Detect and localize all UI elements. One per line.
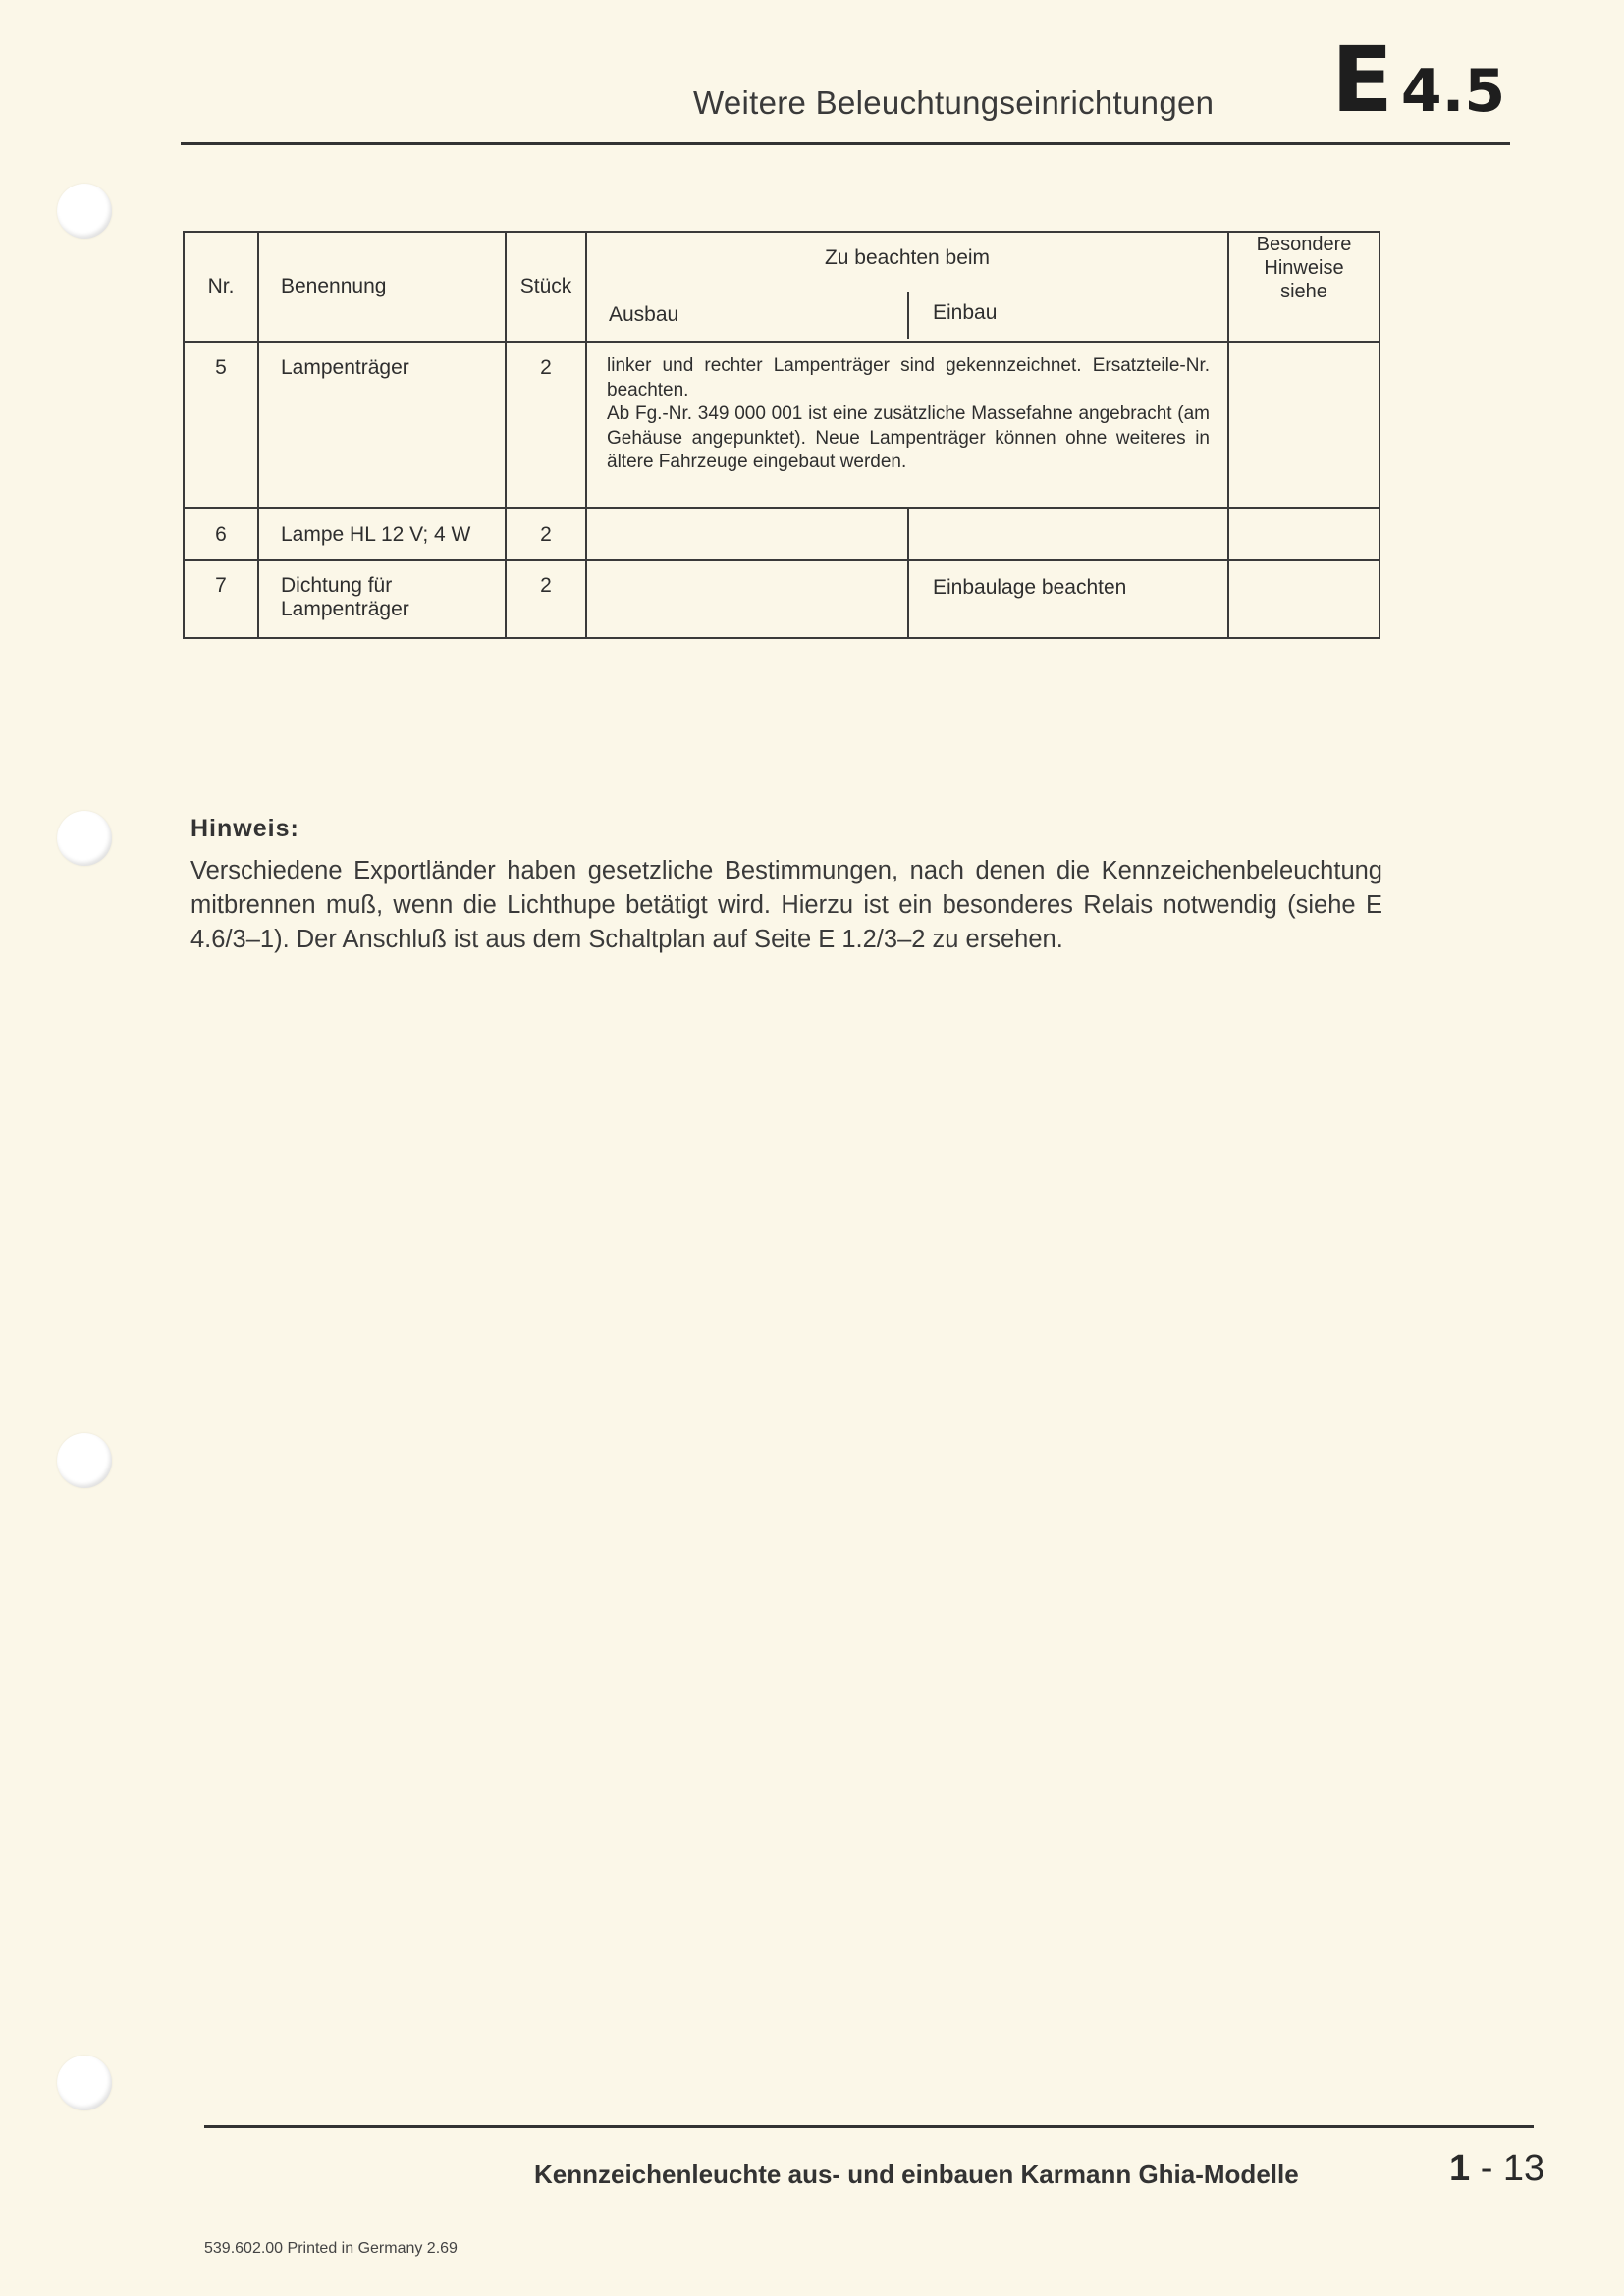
page-number: [1449, 2148, 1544, 2190]
header-rule: [181, 142, 1510, 145]
row-benennung: Lampenträger: [258, 342, 506, 508]
footer-title: Kennzeichenleuchte aus- und einbauen Karmann Ghia-Modelle: [534, 2160, 1299, 2189]
row-benennung: Dichtung für Lampenträger: [258, 560, 506, 638]
punch-hole: [57, 2056, 112, 2110]
header-einbau: Einbau: [933, 301, 998, 324]
section-code: [1331, 27, 1505, 133]
table-row: [184, 508, 1380, 560]
section-title: Weitere Beleuchtungseinrichtungen: [693, 84, 1215, 121]
header-stueck: Stück: [506, 232, 586, 342]
parts-table: [183, 231, 1380, 639]
page-number-separator: -: [1470, 2148, 1503, 2189]
row-stueck: 2: [506, 342, 586, 508]
row-hinweise: [1228, 508, 1380, 560]
row-einbau: Einbaulage beachten: [908, 560, 1228, 638]
row-stueck: 2: [506, 508, 586, 560]
row-hinweise: [1228, 560, 1380, 638]
note-heading: Hinweis:: [190, 815, 299, 842]
table-row: [184, 342, 1380, 508]
footer-rule: [204, 2125, 1534, 2128]
header-zu-beachten-label: Zu beachten beim: [824, 246, 991, 269]
header-zu-beachten: [586, 232, 1228, 342]
section-code-number: 4.5: [1400, 57, 1506, 126]
row-nr: 7: [184, 560, 258, 638]
row-hinweise: [1228, 342, 1380, 508]
header-split-line: [907, 292, 909, 339]
page-number-sub: 13: [1502, 2148, 1545, 2189]
row-note: linker und rechter Lampenträger sind gekennzeichnet. Ersatzteile-Nr. beachten. Ab Fg.-Nr. 349 000 001 ist eine zusätzliche Massefahne angebracht (am Gehäuse angepunktet). Neue Lampenträger können ohne weiteres in ältere Fahrzeuge eingebaut werden.: [586, 342, 1228, 508]
table-header-row: [184, 232, 1380, 342]
punch-hole: [57, 184, 112, 239]
row-nr: 5: [184, 342, 258, 508]
row-ausbau: [586, 560, 908, 638]
punch-hole: [57, 1433, 112, 1488]
row-ausbau: [586, 508, 908, 560]
punch-hole: [57, 811, 112, 866]
header-nr: Nr.: [184, 232, 258, 342]
row-stueck: 2: [506, 560, 586, 638]
header-ausbau: Ausbau: [609, 303, 679, 326]
header-benennung: Benennung: [258, 232, 506, 342]
row-benennung: Lampe HL 12 V; 4 W: [258, 508, 506, 560]
header-besondere-hinweise: Besondere Hinweise siehe: [1228, 232, 1380, 342]
section-code-letter: E: [1331, 27, 1393, 133]
row-einbau: [908, 508, 1228, 560]
print-info: 539.602.00 Printed in Germany 2.69: [204, 2240, 458, 2257]
row-nr: 6: [184, 508, 258, 560]
table-row: [184, 560, 1380, 638]
page-number-main: 1: [1449, 2148, 1471, 2189]
note-text: Verschiedene Exportländer haben gesetzliche Bestimmungen, nach denen die Kennzeichenbeleuchtung mitbrennen muß, wenn die Lichthupe betätigt wird. Hierzu ist ein besonderes Relais notwendig (siehe E 4.6/3–1). Der Anschluß ist aus dem Schaltplan auf Seite E 1.2/3–2 zu ersehen.: [190, 857, 1382, 953]
